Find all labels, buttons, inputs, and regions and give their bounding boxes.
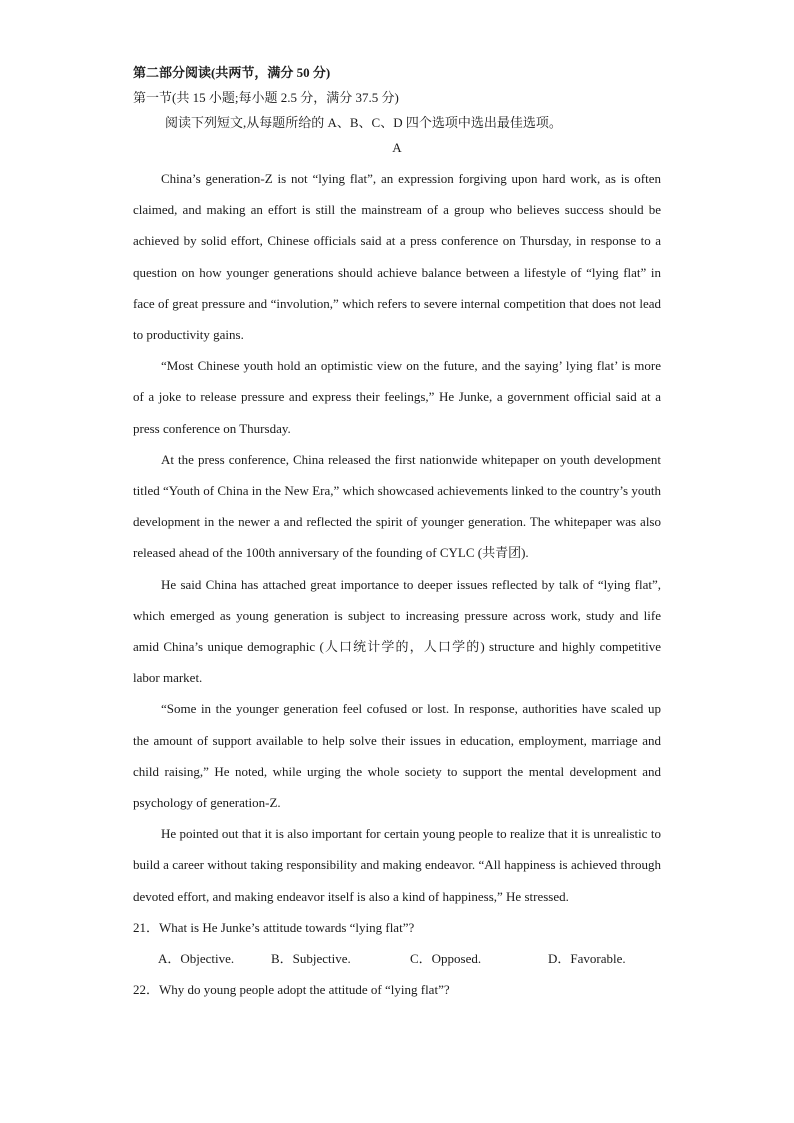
exam-page	[133, 60, 661, 1005]
passage-label: A	[392, 140, 402, 155]
option-d[interactable]: D．Favorable.	[548, 950, 626, 966]
option-a[interactable]: A．Objective.	[158, 950, 235, 966]
paragraph-3: At the press conference, China released the first nationwide whitepaper on youth development titled “Youth of China in the New Era,” which showcased achievements linked to the country’s youth development in the newer a and reflected the spirit of younger generation. The whitepaper was also released ahead of the 100th anniversary of the founding of CYLC (共青团).	[133, 451, 661, 561]
passage-body	[133, 163, 661, 912]
part-title: 第二部分阅读(共两节，满分 50 分)	[133, 65, 331, 80]
question-stem: 21．What is He Junke’s attitude towards “lying flat”?	[133, 919, 415, 935]
paragraph-1: China’s generation-Z is not “lying flat”, an expression forgiving upon hard work, as is often claimed, and making an effort is still the mainstream of a group who believes success should be achieved by solid effort, Chinese officials said at a press conference on Thursday, in response to a question on how younger generations should achieve balance between a lifestyle of “lying flat” in face of great pressure and “involution,” which refers to severe internal competition that does not lead to productivity gains.	[133, 171, 661, 343]
section-title: 第一节(共 15 小题;每小题 2.5 分，满分 37.5 分)	[133, 90, 399, 105]
question-stem: 22．Why do young people adopt the attitude of “lying flat”?	[133, 981, 450, 997]
paragraph-4: He said China has attached great importance to deeper issues reflected by talk of “lying flat”, which emerged as young generation is subject to increasing pressure across work, study and life amid China’s unique demographic (人口统计学的，人口学的) structure and highly competitive labor market.	[133, 576, 661, 686]
options-row	[133, 943, 661, 974]
option-c[interactable]: C．Opposed.	[410, 950, 482, 966]
question-22	[133, 974, 661, 1005]
paragraph-5: “Some in the younger generation feel cofused or lost. In response, authorities have scaled up the amount of support available to help solve their issues in education, employment, marriage and child raising,” He noted, while urging the whole society to support the mental development and psychology of generation-Z.	[133, 701, 661, 811]
paragraph-6: He pointed out that it is also important for certain young people to realize that it is unrealistic to build a career without taking responsibility and making endeavor. “All happiness is achieved through devoted effort, and making endeavor itself is also a kind of happiness,” He stressed.	[133, 826, 661, 904]
paragraph-2: “Most Chinese youth hold an optimistic view on the future, and the saying’ lying flat’ is more of a joke to release pressure and express their feelings,” He Junke, a government official said at a press conference on Thursday.	[133, 358, 661, 436]
instruction: 阅读下列短文,从每题所给的 A、B、C、D 四个选项中选出最佳选项。	[165, 115, 562, 130]
option-b[interactable]: B．Subjective.	[271, 950, 351, 966]
question-21	[133, 912, 661, 974]
